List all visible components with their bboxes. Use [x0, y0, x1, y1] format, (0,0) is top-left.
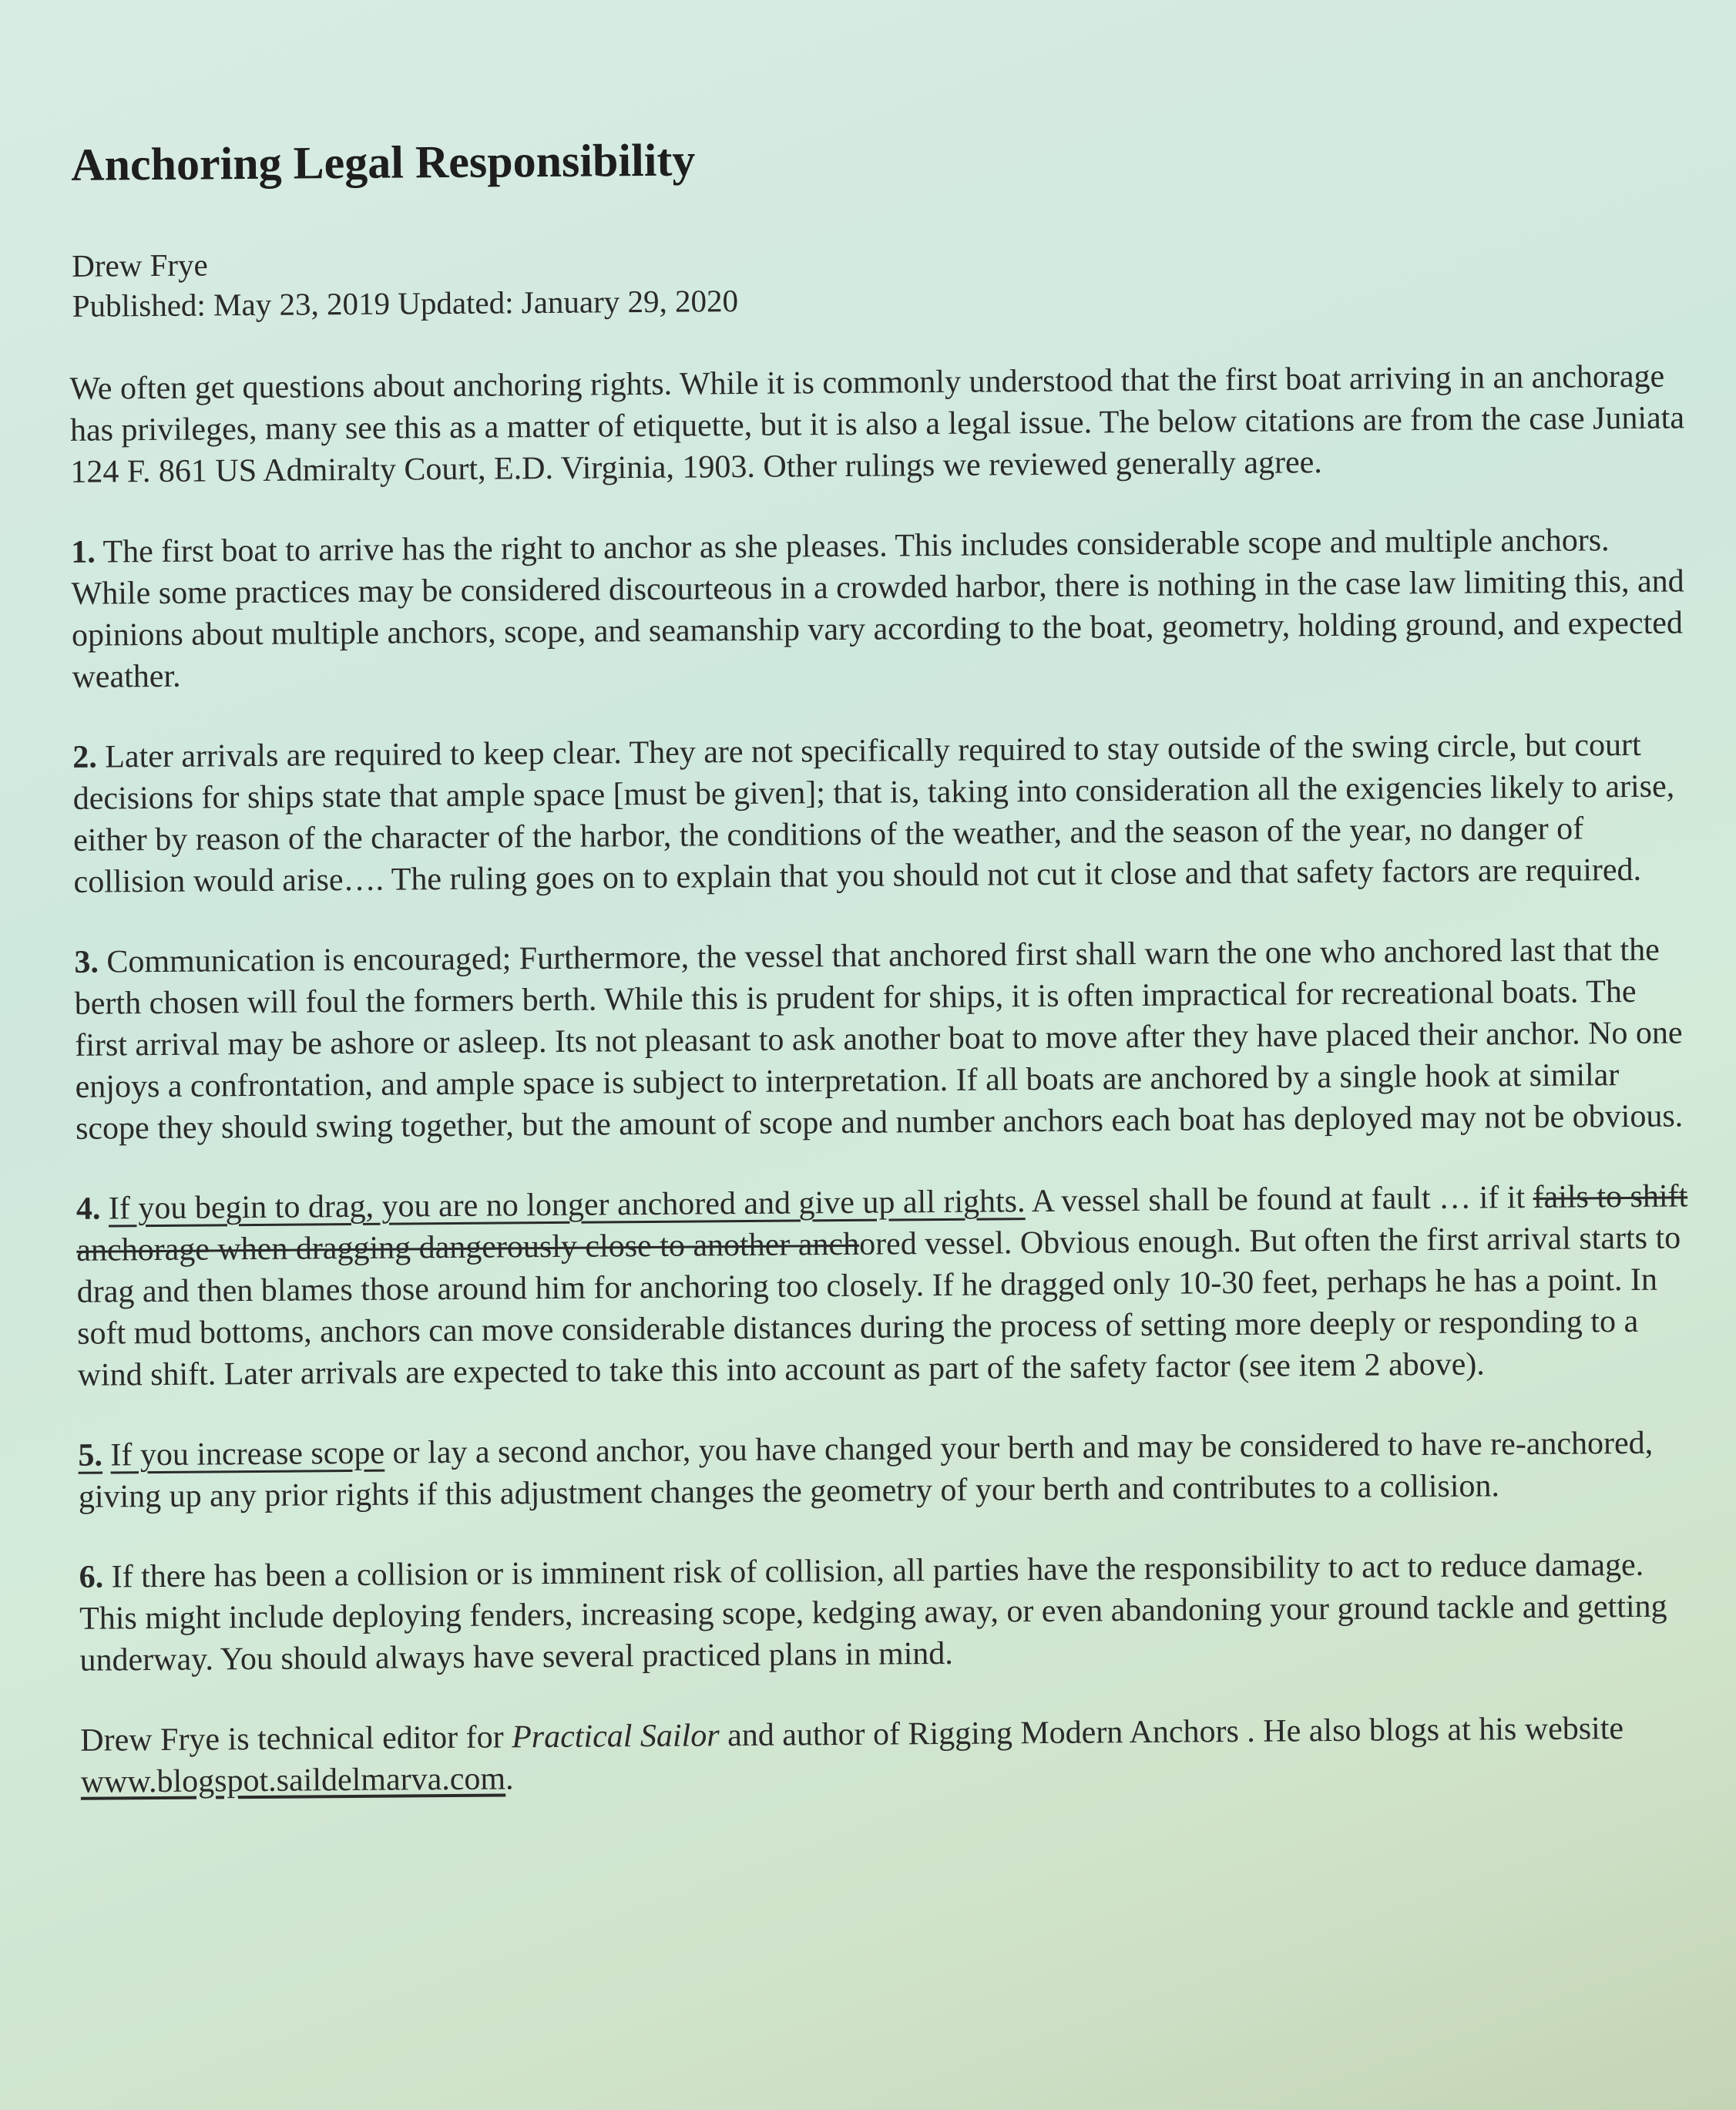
item-number: 4.	[76, 1191, 101, 1227]
item-6	[79, 1544, 1699, 1682]
underlined-text: If you increase scope	[110, 1435, 385, 1473]
website-link[interactable]: www.blogspot.saildelmarva.com	[80, 1761, 506, 1800]
item-number: 3.	[74, 944, 99, 980]
item-text: A vessel shall be found at fault … if it	[1025, 1179, 1533, 1220]
publication-name: Practical Sailor	[511, 1718, 720, 1756]
byline	[72, 233, 1689, 325]
intro-paragraph: We often get questions about anchoring rights. While it is commonly understood that the first boat arriving in an anchorage has privileges, many see this as a matter of etiquette, but it is also a legal issue. The below citations are from the case Juniata 124 F. 861 US Admiralty Court, E.D. Virginia, 1903. Other rulings we reviewed generally agree.	[69, 358, 1685, 490]
underlined-text: If you begin to drag, you are no longer anchored and give up all rights.	[108, 1184, 1026, 1227]
struck-text: fails to shift anchorage when dragging dangerously close to another anch	[76, 1178, 1688, 1268]
author-bio	[80, 1707, 1701, 1803]
author-name: Drew Frye	[72, 247, 208, 284]
publish-dates: Published: May 23, 2019 Updated: January 29, 2020	[72, 283, 739, 324]
item-number: 5.	[78, 1437, 103, 1473]
item-text: ored vessel. Obvious enough. But often the first arrival starts to drag and then blames those around him for anchoring too closely. If he dragged only 10-30 feet, perhaps he has a point. In soft mud bottoms, anchors can move considerable distances during the process of setting more deeply or responding to a wind shift. Later arrivals are expected to take this into account as part of the safety factor (see item 2 above).	[76, 1220, 1681, 1393]
item-2	[72, 724, 1694, 903]
item-text: Later arrivals are required to keep clear. They are not specifically required to stay outside of the swing circle, but court decisions for ships state that ample space [must be given]; that is, taking into consideration all the exigencies likely to arise, either by reason of the character of the harbor, the conditions of the weather, and the season of the year, no danger of collision would arise…. The ruling goes on to explain that you should not cut it close and that safety factors are required.	[72, 727, 1675, 900]
document-page	[54, 126, 1701, 1842]
item-number: 2.	[72, 739, 97, 775]
bio-text: and author of Rigging Modern Anchors . He also blogs at his website	[719, 1711, 1624, 1754]
item-text: Communication is encouraged; Furthermore, the vessel that anchored first shall warn the one who anchored last that the berth chosen will foul the formers berth. While this is prudent for ships, it is often impractical for recreational boats. The first arrival may be ashore or asleep. Its not pleasant to ask another boat to move after they have placed their anchor. No one enjoys a confrontation, and ample space is subject to interpretation. If all boats are anchored by a single hook at similar scope they should swing together, but the amount of scope and number anchors each boat has deployed may not be obvious.	[74, 932, 1684, 1147]
bio-text: Drew Frye is technical editor for	[80, 1719, 512, 1759]
item-1	[71, 519, 1692, 698]
item-number: 1.	[71, 534, 96, 570]
item-4	[76, 1175, 1697, 1396]
item-text: If there has been a collision or is imminent risk of collision, all parties have the responsibility to act to reduce damage. This might include deploying fenders, increasing scope, kedging away, or even abandoning your ground tackle and getting underway. You should always have several practiced plans in mind.	[79, 1547, 1667, 1678]
item-text: The first boat to arrive has the right to anchor as she pleases. This includes considerable scope and multiple anchors. While some practices may be considered discourteous in a crowded harbor, there is nothing in the case law limiting this, and opinions about multiple anchors, scope, and seamanship vary according to the boat, geometry, holding ground, and expected weather.	[71, 522, 1684, 695]
bio-text: .	[505, 1761, 514, 1797]
item-5	[78, 1422, 1698, 1518]
item-number: 6.	[79, 1559, 104, 1595]
item-3	[74, 929, 1695, 1150]
page-title: Anchoring Legal Responsibility	[71, 134, 696, 190]
item-text: or lay a second anchor, you have changed your berth and may be considered to have re-anchored, giving up any prior rights if this adjustment changes the geometry of your berth and contributes to a collision.	[78, 1425, 1654, 1515]
